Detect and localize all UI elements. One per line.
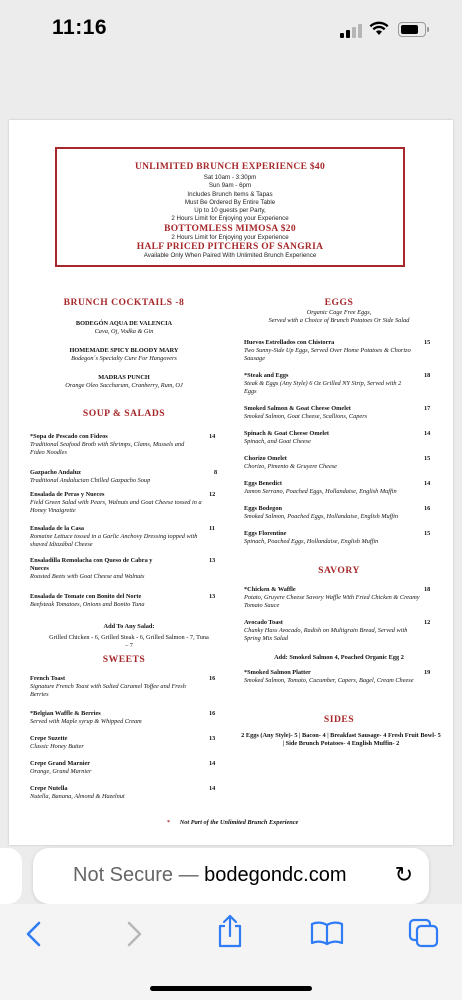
promo-sangria: HALF PRICED PITCHERS OF SANGRIA	[136, 242, 324, 253]
menu-item: Huevos Estrellados con Chistorra Two Sunny-Side Up Eggs, Served Over Home Potatoes & Chorizo Sausage	[244, 339, 411, 362]
sides-heading: SIDES	[323, 714, 355, 725]
eggs-heading: EGGS	[324, 297, 354, 308]
menu-image	[9, 120, 453, 845]
menu-price: 14	[424, 480, 431, 487]
not-secure-label: Not Secure —	[73, 864, 199, 886]
address-bar[interactable]	[33, 848, 429, 904]
menu-item: Ensalada de la Casa Romaine Lettuce tossed in a Garlic Anchovy Dressing topped with shaved Idiazábal Cheese	[30, 525, 198, 548]
menu-item: Gazpacho Andaluz Traditional Andalucian Chilled Gazpacho Soup	[30, 469, 151, 484]
menu-item: Avocado Toast Chunky Hass Avocado, Radish on Multigrain Bread, Served with Spring Mix Salad	[244, 619, 408, 642]
status-time: 11:16	[52, 16, 108, 39]
menu-item: Eggs Benedict Jamon Serrano, Poached Eggs, Hollandaise, English Muffin	[244, 480, 397, 495]
forward-icon[interactable]	[124, 920, 144, 948]
menu-price: 15	[424, 455, 431, 462]
menu-item: *Sopa de Pescado con Fideos Traditional Seafood Broth with Shrimps, Clams, Mussels and Fideo Noodles	[30, 433, 185, 456]
menu-item: Crepe Suzette Classic Honey Butter	[30, 735, 84, 750]
savory-addons: Add: Smoked Salmon 4, Poached Organic Egg 2	[274, 654, 404, 661]
menu-item: French Toast Signature French Toast with Salted Caramel Toffee and Fresh Berries	[30, 675, 186, 698]
menu-price: 18	[424, 372, 431, 379]
menu-item: Ensaladilla Remolacha con Queso de Cabra y Nueces Roasted Beets with Goat Cheese and Walnuts	[30, 557, 153, 580]
promo-mimosa: BOTTOMLESS MIMOSA $20	[164, 223, 296, 234]
cocktail-item: MADRAS PUNCH Orange Oleo Saccharum, Cranberry, Rum, OJ	[65, 374, 183, 389]
sweets-heading: SWEETS	[102, 654, 146, 665]
reload-icon[interactable]: ↻	[394, 863, 413, 888]
menu-item: *Steak and Eggs Steak & Eggs (Any Style) 6 Oz Grilled NY Strip, Served with 2 Eggs	[244, 372, 402, 395]
cocktail-item: BODEGÓN AQUA DE VALENCIA Cava, Oj, Vodka & Gin	[75, 320, 173, 335]
menu-price: 14	[209, 433, 216, 440]
tabs-icon[interactable]	[408, 918, 440, 948]
promo-box	[55, 147, 405, 267]
promo-line: Includes Brunch Items & Tapas	[187, 190, 273, 198]
menu-item: *Chicken & Waffle Potato, Gruyere Cheese Savory Waffle With Fried Chicken & Creamy Tomato Sauce	[244, 586, 420, 609]
menu-item: *Smoked Salmon Platter Smoked Salmon, Tomato, Cucumber, Capers, Bagel, Cream Cheese	[244, 669, 414, 684]
menu-price: 16	[424, 505, 431, 512]
share-icon[interactable]	[216, 914, 244, 948]
menu-price: 12	[209, 491, 216, 498]
promo-mimosa-note: 2 Hours Limit for Enjoying your Experience	[171, 233, 289, 241]
menu-item: Ensalada de Tomate con Bonito del Norte Beefsteak Tomatoes, Onions and Bonito Tuna	[30, 593, 145, 608]
savory-heading: SAVORY	[318, 565, 360, 576]
menu-item: Smoked Salmon & Goat Cheese Omelet Smoked Salmon, Goat Cheese, Scallions, Capers	[244, 405, 368, 420]
menu-price: 16	[209, 710, 216, 717]
menu-price: 18	[424, 586, 431, 593]
promo-line: Must Be Ordered By Entire Table	[184, 198, 276, 206]
bookmarks-icon[interactable]	[310, 920, 344, 946]
menu-item: Eggs Florentine Spinach, Poached Eggs, Hollandaise, English Muffin	[244, 530, 379, 545]
menu-price: 11	[209, 525, 215, 532]
menu-price: 14	[209, 760, 216, 767]
menu-price: 17	[424, 405, 431, 412]
back-icon[interactable]	[24, 920, 44, 948]
promo-title: UNLIMITED BRUNCH EXPERIENCE $40	[134, 162, 326, 172]
eggs-subtitle: Organic Cage Free Eggs, Served with a Choice of Brunch Potatoes Or Side Salad	[268, 309, 410, 324]
menu-item: *Belgian Waffle & Berries Served with Maple syrup & Whipped Cream	[30, 710, 142, 725]
promo-line: 2 Hours Limit for Enjoying your Experience	[171, 215, 289, 223]
promo-line: Sun 9am - 6pm	[208, 182, 252, 190]
menu-item: Crepe Grand Marnier Orange, Grand Marnier	[30, 760, 92, 775]
cellular-signal-icon	[340, 22, 362, 38]
promo-sangria-note: Available Only When Paired With Unlimited Brunch Experience	[143, 252, 317, 260]
menu-item: Ensalada de Peras y Nueces Field Green Salad with Pears, Walnuts and Goat Cheese tossed in a Honey Vinaigrette	[30, 491, 202, 514]
footnote: * Not Part of the Unlimited Brunch Experience	[167, 819, 299, 826]
cocktail-item: HOMEMADE SPICY BLOODY MARY Bodegon´s Specialty Cure For Hangovers	[69, 347, 179, 362]
salad-addons: Add To Any Salad: Grilled Chicken - 6, Grilled Steak - 6, Grilled Salmon - 7, Tuna – 7	[49, 623, 209, 649]
battery-icon	[398, 22, 426, 37]
home-indicator	[150, 986, 312, 991]
cocktails-heading: BRUNCH COCKTAILS -8	[63, 297, 185, 308]
status-bar	[0, 0, 462, 58]
menu-item: Crepe Nutella Nutella, Banana, Almond & Hazelnut	[30, 785, 125, 800]
promo-line: Sat 10am - 3:30pm	[203, 174, 257, 181]
menu-price: 13	[209, 735, 216, 742]
menu-price: 15	[424, 339, 431, 346]
menu-item: Spinach & Goat Cheese Omelet Spinach, and Goat Cheese	[244, 430, 329, 445]
menu-price: 14	[209, 785, 216, 792]
previous-tab-stub[interactable]	[0, 848, 22, 904]
wifi-icon	[369, 20, 389, 36]
domain-label: bodegondc.com	[204, 864, 347, 886]
sides-list: 2 Eggs (Any Style)- 5 | Bacon- 4 | Breakfast Sausage- 4 Fresh Fruit Bowl- 5 | Side Brunch Potatoes- 4 English Muffin- 2	[241, 732, 441, 747]
menu-price: 16	[209, 675, 216, 682]
menu-item: Chorizo Omelet Chorizo, Pimento & Gruyere Cheese	[244, 455, 337, 470]
menu-price: 14	[424, 430, 431, 437]
promo-line: Up to 10 guests per Party,	[194, 207, 266, 215]
menu-price: 13	[209, 557, 216, 564]
menu-price: 8	[214, 469, 218, 476]
menu-price: 13	[209, 593, 216, 600]
menu-price: 12	[424, 619, 431, 626]
menu-price: 15	[424, 530, 431, 537]
menu-item: Eggs Bodegon Smoked Salmon, Poached Eggs, Hollandaise, English Muffin	[244, 505, 399, 520]
soups-heading: SOUP & SALADS	[82, 408, 166, 419]
menu-price: 19	[424, 669, 431, 676]
url-text[interactable]	[73, 864, 347, 887]
